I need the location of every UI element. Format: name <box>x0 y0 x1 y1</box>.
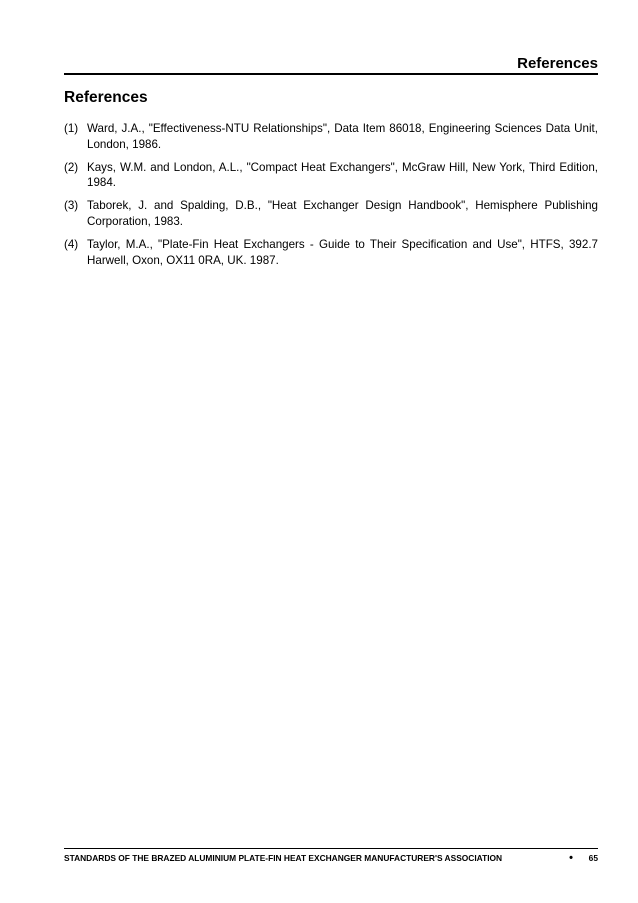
page-number: 65 <box>588 853 598 863</box>
reference-number: (3) <box>64 199 79 213</box>
reference-text: Ward, J.A., "Effectiveness-NTU Relationships", Data Item 86018, Engineering Sciences Data Unit, London, 1986. <box>87 122 598 151</box>
header-divider <box>64 73 598 75</box>
reference-number: (1) <box>64 122 79 135</box>
reference-text: Taylor, M.A., "Plate-Fin Heat Exchangers - Guide to Their Specification and Use", HTFS, 392.7 Harwell, Oxon, OX11 0RA, UK. 1987. <box>87 237 598 267</box>
footer-divider <box>64 848 598 849</box>
reference-number: (2) <box>64 160 79 174</box>
section-title: References <box>64 89 148 106</box>
footer-association-name: STANDARDS OF THE BRAZED ALUMINIUM PLATE-FIN HEAT EXCHANGER MANUFACTURER'S ASSOCIATION <box>64 853 503 863</box>
reference-item <box>64 198 598 230</box>
reference-item <box>64 237 598 269</box>
reference-text: Taborek, J. and Spalding, D.B., "Heat Exchanger Design Handbook", Hemisphere Publishing Corporation, 1983. <box>87 199 598 228</box>
reference-number: (4) <box>64 237 79 251</box>
footer-bullet: • <box>569 852 573 864</box>
reference-list <box>64 121 598 275</box>
reference-item <box>64 160 598 192</box>
reference-text: Kays, W.M. and London, A.L., "Compact Heat Exchangers", McGraw Hill, New York, Third Edition, 1984. <box>87 160 598 190</box>
page-footer <box>64 851 598 865</box>
running-header-title: References <box>517 55 598 72</box>
reference-item <box>64 121 598 153</box>
